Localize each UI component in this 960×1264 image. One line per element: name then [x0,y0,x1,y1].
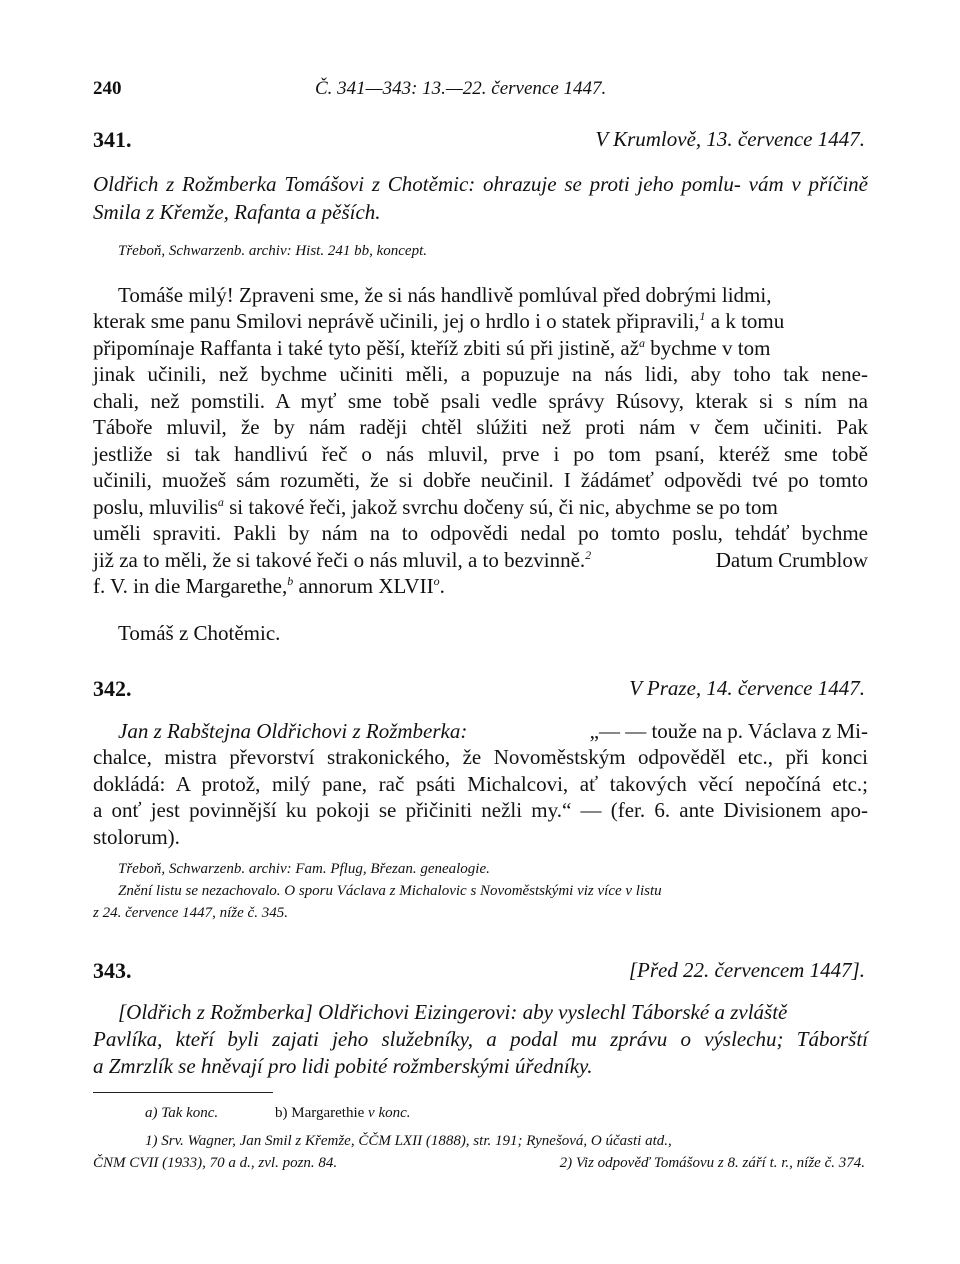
summary-line: [Oldřich z Rožmberka] Oldřichovi Eizingerovi: aby vyslechl Táborské a zvláště [118,1000,788,1024]
body-line: již za to měli, že si takové řeči o nás mluvil, a to bezvinně.$^2$ Datum Crumblow [93,548,868,572]
footnote-separator [93,1092,273,1093]
body-line: stolorum). [93,825,180,849]
doc-341-summary: Oldřich z Rožmberka Tomášovi z Chotěmic: ohrazuje se proti jeho pomlu- vám v příčině Smila z Křemže, Rafanta a pěších. [93,172,868,224]
body-line: a onť jest povinnější ku pokoji se přičiniti nežli my.“ — (fer. 6. ante Divisionem apo- [93,798,868,822]
footnote-ref: 1 [699,309,706,323]
footnote-ref: b [287,574,294,588]
doc-343-place-date: [Před 22. červencem 1447]. [628,958,865,982]
footnote-2: 2) Viz odpověď Tomášovu z 8. září t. r., níže č. 374. [559,1155,865,1171]
doc-341-signature: Tomáš z Chotěmic. [118,621,281,645]
body-line: učinili, muožeš sám rozuměti, že si dobře neučinil. I žádámeť odpovědi tvé po tomto [93,468,868,492]
footnote-1-cont: ČNM CVII (1933), 70 a d., zvl. pozn. 84. [93,1155,338,1171]
body-line: chalce, mistra převorství strakonického, že Novoměstským odpověděl etc., při konci [93,745,868,769]
body-line: kterak sme panu Smilovi neprávě učinili, jej o hrdlo i o statek připravili,$^1$ a k tomu [93,309,785,333]
source-line: z 24. července 1447, níže č. 345. [93,905,288,921]
body-line: připomínaje Raffanta i také tyto pěší, kteříž zbiti sú při jistině, $až^a$ bychme v tom [93,336,771,360]
doc-341-place-date: V Krumlově, 13. července 1447. [595,127,865,151]
body-line: jinak učinili, než bychme učiniti měli, a popuzuje na nás lidi, aby toho tak nene- [93,362,868,386]
body-line: jestliže si tak handlivú řeč o nás mluvil, prve i po tom psaní, kteréž sme tobě [93,442,868,466]
footnote-ref: a [639,336,646,350]
doc-342-number: 342. [93,676,132,701]
source-line: Znění listu se nezachovalo. O sporu Václava z Michalovic s Novoměstskými viz více v listu [118,883,662,899]
footnote-variant-a: a) Tak konc. [145,1105,219,1121]
body-line: uměli spraviti. Pakli by nám na to odpovědi nedal po tomto poslu, tehdáť bychme [93,521,868,545]
body-line: f. V. in die Margarethe,$^b$ annorum XLVII$^o$. [93,574,445,598]
doc-341-number: 341. [93,127,132,152]
doc-342-lead: Jan z Rabštejna Oldřichovi z Rožmberka: [118,719,468,743]
summary-line: Pavlíka, kteří byli zajati jeho služebníky, a podal mu zprávu o výslechu; Táborští [93,1027,868,1051]
source-line: Třeboň, Schwarzenb. archiv: Fam. Pflug, Březan. genealogie. [118,861,490,877]
footnote-variant-b: b) Margarethie v konc. [275,1105,411,1121]
body-line: poslu, mluvilis$^a$ si takové řeči, jakož svrchu dočeny sú, či nic, abychme se po tom [93,495,778,519]
doc-342-place-date: V Praze, 14. července 1447. [629,676,865,700]
body-line: Tomáše milý! Zpraveni sme, že si nás handlivě pomlúval před dobrými lidmi, [118,283,772,307]
body-line: Táboře mluvil, že by nám raději chtěl slúžiti než proti nám v čem učiniti. Pak [93,415,868,439]
body-line: chali, než pomstili. A myť sme tobě psali vedle správy Rúsovy, kterak si s ním na [93,389,868,413]
footnote-ref: 2 [585,548,592,562]
footnote-1: 1) Srv. Wagner, Jan Smil z Křemže, ČČM LXII (1888), str. 191; Rynešová, O účasti atd., [145,1133,672,1149]
body-line: Jan z Rabštejna Oldřichovi z Rožmberka: „— — touže na p. Václava z Mi- [118,719,868,743]
running-title: Č. 341—343: 13.—22. července 1447. [315,78,607,99]
doc-343-number: 343. [93,958,132,983]
summary-line: a Zmrzlík se hněvají pro lidi pobité rožmberskými úředníky. [93,1054,593,1078]
doc-341-source: Třeboň, Schwarzenb. archiv: Hist. 241 bb, koncept. [118,243,427,259]
footnote-ref: a [217,495,224,509]
body-line: dokládá: A protož, milý pane, rač psáti Michalcovi, ať takových věcí nepočíná etc.; [93,772,868,796]
page-number: 240 [93,78,122,99]
